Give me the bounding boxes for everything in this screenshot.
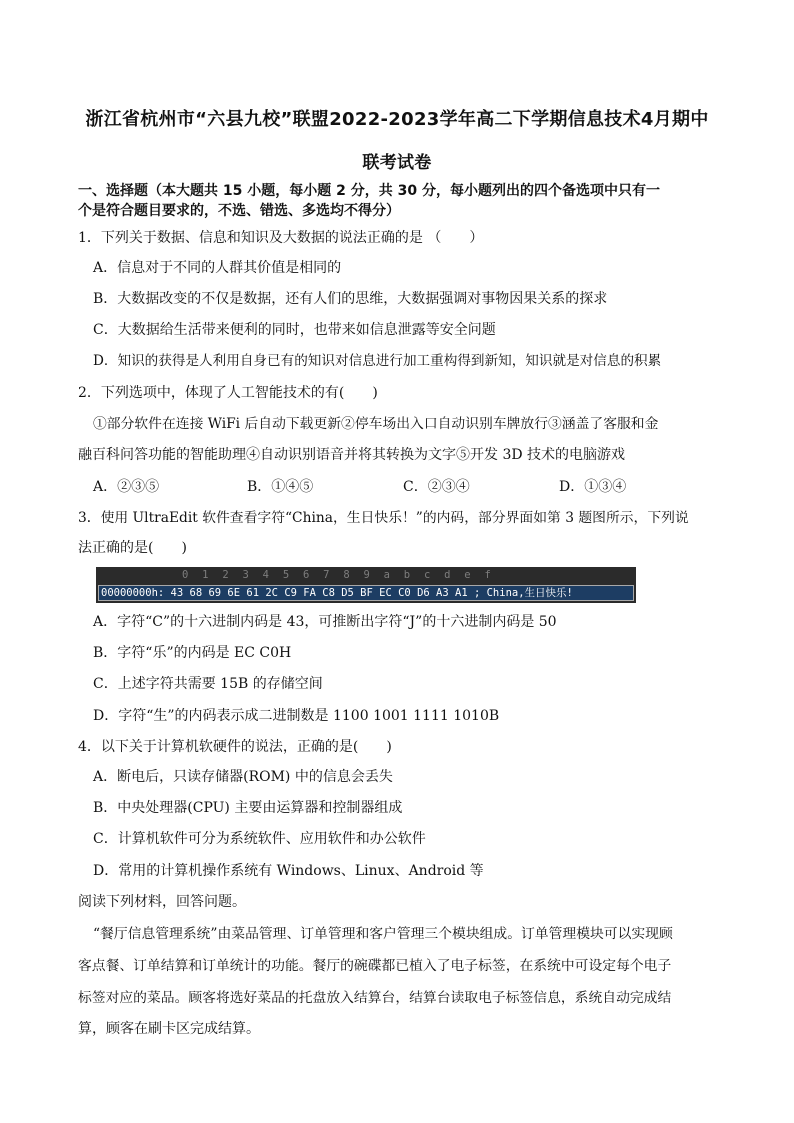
reading-para-line4: 算，顾客在刷卡区完成结算。	[78, 1021, 260, 1037]
reading-para-line3: 标签对应的菜品。顾客将选好菜品的托盘放入结算台，结算台读取电子标签信息，系统自动完成结	[78, 990, 672, 1006]
question-3-stem-line2: 法正确的是( )	[78, 540, 187, 556]
question-1-stem: 1．下列关于数据、信息和知识及大数据的说法正确的是 （ ）	[78, 230, 484, 246]
question-2-material-line1: ①部分软件在连接 WiFi 后自动下载更新②停车场出入口自动识别车牌放行③涵盖了客服和金	[93, 416, 659, 432]
question-3-stem-line1: 3．使用 UltraEdit 软件查看字符“China，生日快乐！”的内码，部分界面如第 3 题图所示，下列说	[78, 510, 689, 526]
question-4-option-c: C．计算机软件可分为系统软件、应用软件和办公软件	[93, 831, 426, 847]
ultraedit-hex-figure	[96, 567, 636, 603]
hex-column-header: 0 1 2 3 4 5 6 7 8 9 a b c d e f	[182, 569, 492, 581]
question-4-option-a: A．断电后，只读存储器(ROM) 中的信息会丢失	[93, 769, 393, 785]
question-4-stem: 4．以下关于计算机软硬件的说法，正确的是( )	[78, 739, 392, 755]
question-4-option-d: D．常用的计算机操作系统有 Windows、Linux、Android 等	[93, 863, 484, 879]
reading-para-line2: 客点餐、订单结算和订单统计的功能。餐厅的碗碟都已植入了电子标签，在系统中可设定每个电子	[78, 958, 672, 974]
question-2-option-a: A．②③⑤	[93, 479, 160, 495]
question-1-option-a: A．信息对于不同的人群其价值是相同的	[93, 260, 342, 276]
question-1-option-b: B．大数据改变的不仅是数据，还有人们的思维，大数据强调对事物因果关系的探求	[93, 291, 608, 307]
exam-title-line2: 联考试卷	[362, 153, 432, 173]
question-3-option-a: A．字符“C”的十六进制内码是 43，可推断出字符“J”的十六进制内码是 50	[93, 614, 557, 630]
question-2-option-d: D．①③④	[559, 479, 627, 495]
exam-title-line1: 浙江省杭州市“六县九校”联盟2022-2023学年高二下学期信息技术4月期中	[85, 109, 709, 130]
section-heading-line2: 个是符合题目要求的，不选、错选、多选均不得分）	[78, 203, 400, 219]
reading-intro: 阅读下列材料，回答问题。	[78, 894, 246, 910]
hex-data-row: 00000000h: 43 68 69 6E 61 2C C9 FA C8 D5 BF EC C0 D6 A3 A1 ; China,生日快乐!	[98, 585, 634, 601]
question-3-option-b: B．字符“乐”的内码是 EC C0H	[93, 645, 292, 661]
question-1-option-d: D．知识的获得是人利用自身已有的知识对信息进行加工重构得到新知，知识就是对信息的积累	[93, 353, 662, 369]
question-3-option-d: D．字符“生”的内码表示成二进制数是 1100 1001 1111 1010B	[93, 708, 500, 724]
question-2-option-b: B．①④⑤	[247, 479, 314, 495]
reading-para-line1: “餐厅信息管理系统”由菜品管理、订单管理和客户管理三个模块组成。订单管理模块可以实现顾	[93, 926, 673, 942]
question-3-option-c: C．上述字符共需要 15B 的存储空间	[93, 676, 323, 692]
question-2-option-c: C．②③④	[403, 479, 470, 495]
question-1-option-c: C．大数据给生活带来便利的同时，也带来如信息泄露等安全问题	[93, 322, 496, 338]
question-2-material-line2: 融百科问答功能的智能助理④自动识别语音并将其转换为文字⑤开发 3D 技术的电脑游戏	[78, 447, 626, 463]
section-heading-line1: 一、选择题（本大题共 15 小题，每小题 2 分，共 30 分，每小题列出的四个备选项中只有一	[78, 183, 660, 199]
question-4-option-b: B．中央处理器(CPU) 主要由运算器和控制器组成	[93, 800, 403, 816]
question-2-stem: 2．下列选项中，体现了人工智能技术的有( )	[78, 385, 378, 401]
